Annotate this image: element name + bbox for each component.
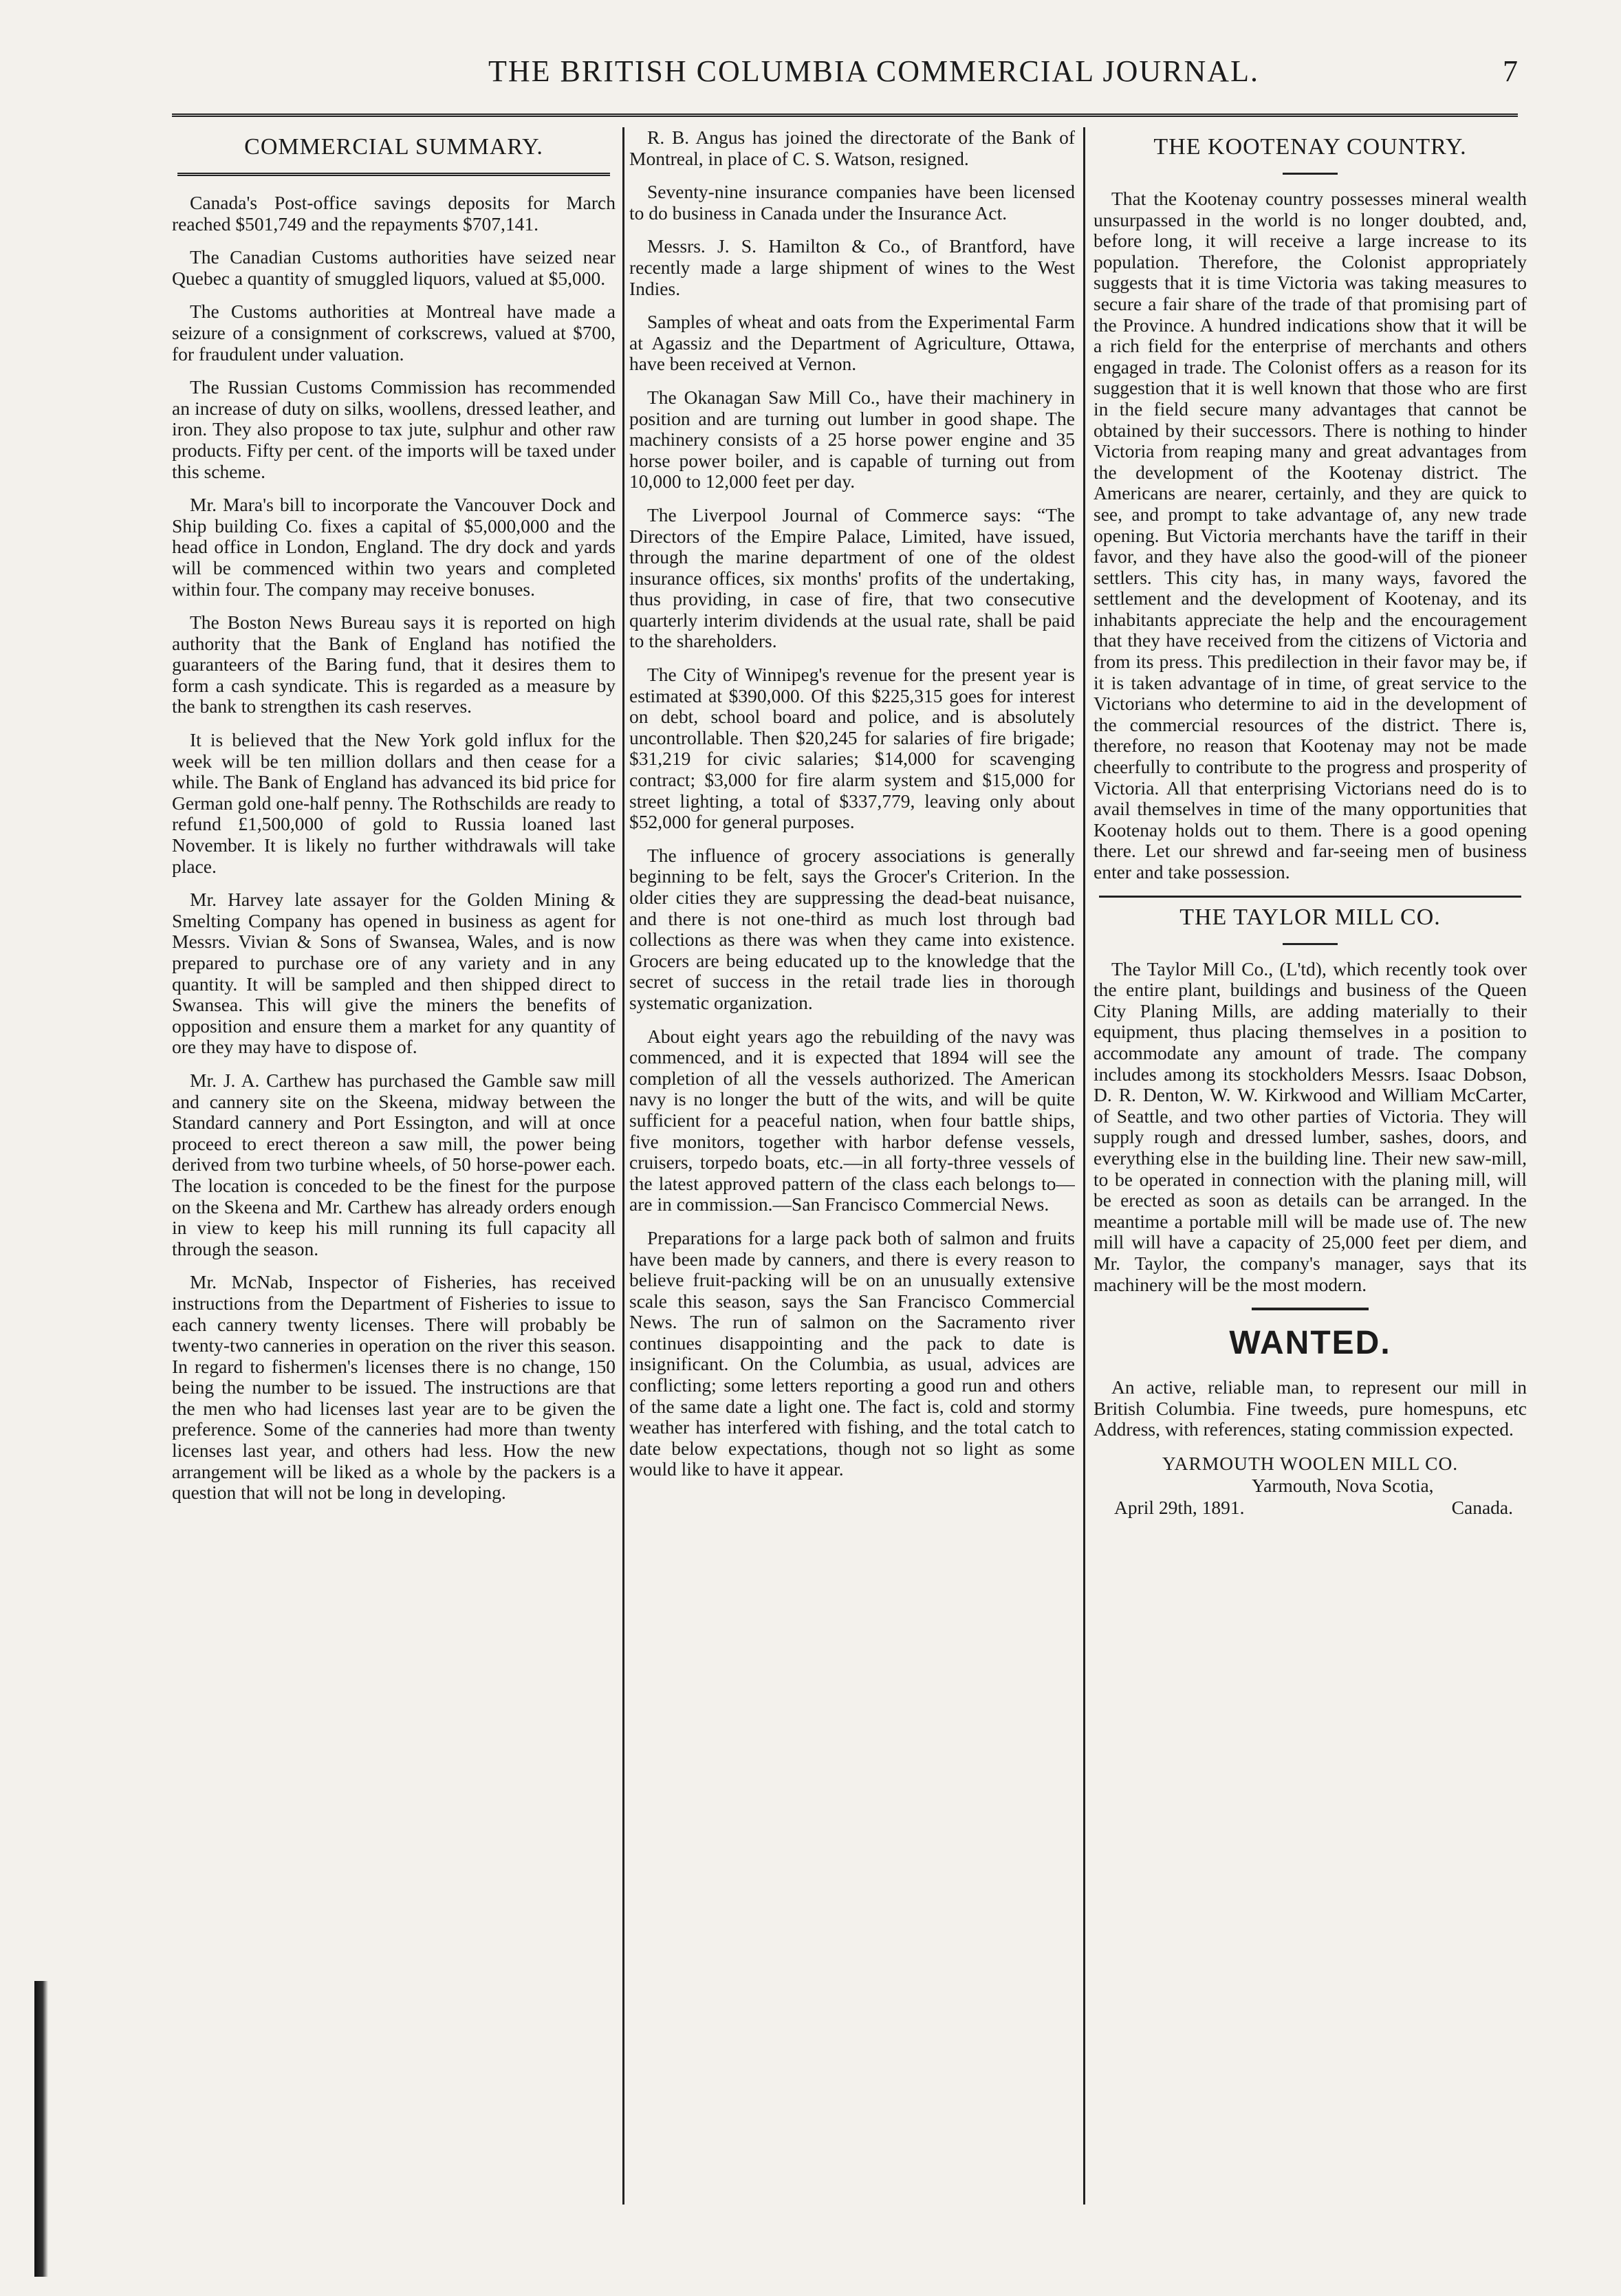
article-paragraph: Mr. Mara's bill to incorporate the Vancouver Dock and Ship building Co. fixes a capital of $5,000,000 and the head office in London, England. The dry dock and yards will be commenced within two years and completed within four. The company may receive bonuses. [172,494,616,600]
dateline [1094,1497,1527,1519]
article-paragraph: The Okanagan Saw Mill Co., have their machinery in position and are turning out lumber in good shape. The machinery consists of a 25 horse power engine and 35 horse power boiler, and is capable of turning out from 10,000 to 12,000 feet per day. [629,386,1075,492]
heading-rule [1283,173,1338,175]
masthead-rule [172,113,1518,117]
article-paragraph: Seventy-nine insurance companies have been licensed to do business in Canada under the Insurance Act. [629,181,1075,224]
column-divider [622,127,624,2205]
article-paragraph: Canada's Post-office savings deposits for March reached $501,749 and the repayments $707,141. [172,192,616,235]
firm-address: Yarmouth, Nova Scotia, [1252,1474,1434,1496]
heading-rule [1283,943,1338,945]
heading-rule [1252,1308,1369,1310]
article-paragraph: R. B. Angus has joined the directorate of the Bank of Montreal, in place of C. S. Watson, resigned. [629,127,1075,169]
article-paragraph: Samples of wheat and oats from the Experimental Farm at Agassiz and the Department of Agriculture, Ottawa, have been received at Vernon. [629,311,1075,375]
article-paragraph: Mr. J. A. Carthew has purchased the Gamble saw mill and cannery site on the Skeena, midway between the Standard cannery and Port Essington, and will at once proceed to erect thereon a saw mill, the power being derived from two turbine wheels, of 50 horse-power each. The location is conceded to be the finest for the purpose on the Skeena and Mr. Carthew has already orders enough in view to keep his mill running its full capacity all through the season. [172,1069,616,1259]
firm-name: YARMOUTH WOOLEN MILL CO. [1162,1452,1459,1474]
column-divider [1083,127,1085,2205]
kootenay-heading: THE KOOTENAY COUNTRY. [1153,134,1467,160]
binding-shadow [34,1981,48,2277]
article-paragraph: Preparations for a large pack both of salmon and fruits have been made by canners, and there is every reason to believe fruit-packing will be on an unusually extensive scale this season, says the San Francisco Commercial News. The run of salmon on the Sacramento river continues disappointing and the pack to date is insignificant. On the Columbia, as usual, advices are conflicting; some letters reporting a good run and others of the same date a light one. The fact is, cold and stormy weather has interfered with fishing, and the total catch to date below expectations, though not so light as some would like to have it appear. [629,1226,1075,1480]
article-paragraph: The influence of grocery associations is generally beginning to be felt, says the Grocer's Criterion. In the older cities they are suppressing the dead-beat nuisance, and there is not one-third as much lost through bad collections as there was when they came into existence. Grocers are being educated up to the knowledge that the secret of success in the retail trade lies in thorough systematic organization. [629,844,1075,1013]
column-2 [629,127,1075,2191]
article-paragraph: It is believed that the New York gold influx for the week will be ten million dollars and then cease for a while. The Bank of England has advanced its bid price for German gold one-half penny. The Rothschilds are ready to refund £1,500,000 of gold to Russia loaned last November. It is likely no further withdrawals will take place. [172,729,616,877]
article-paragraph: Mr. Harvey late assayer for the Golden Mining & Smelting Company has opened in business as agent for Messrs. Vivian & Sons of Swansea, Wales, and is now prepared to purchase ore of any variety and in any quantity. It will be sampled and then shipped direct to Swansea. This will give the miners the benefits of opposition and ensure them a market for any quantity of ore they may have to dispose of. [172,889,616,1058]
column-1 [172,127,616,2191]
article-paragraph: Messrs. J. S. Hamilton & Co., of Brantford, have recently made a large shipment of wines to the West Indies. [629,235,1075,299]
article-paragraph: That the Kootenay country possesses mineral wealth unsurpassed in the world is no longer doubted, and, before long, it will receive a large increase to its population. Therefore, the Colonist appropriately suggests that it is time Victoria was taking measures to secure a fair share of the trade of that promising part of the Province. A hundred indications show that it will be a rich field for the enterprise of merchants and others engaged in trade. The Colonist offers as a reason for its suggestion that it is well known that those who are first in the field secure many advantages that cannot be obtained by their successors. There is nothing to hinder Victoria from reaping many and great advantages from the development of the Kootenay district. The Americans are nearer, certainly, and they are quick to see, and prompt to take advantage of, any new trade opening. But Victoria merchants have the tariff in their favor, and they have also the good-will of the pioneer settlers. This city has, in many ways, favored the settlement and the development of Kootenay, and its inhabitants appreciate the help and the encouragement that they have received from the citizens of Victoria and from its press. This predilection in their favor may be, if it is taken advantage of in time, of great service to the Victorians who determine to aid in the development of the commercial resources of the district. There is, therefore, no reason that Kootenay may not be made cheerfully to contribute to the progress and prosperity of Victoria. All that enterprising Victorians need do is to avail themselves in time of the many opportunities that Kootenay holds out to them. There is a good opening there. Let our shrewd and far-seeing men of business enter and take possession. [1094,188,1527,882]
article-paragraph: Mr. McNab, Inspector of Fisheries, has received instructions from the Department of Fisheries to issue to each cannery twenty licenses. There will probably be twenty-two canneries in operation on the river this season. In regard to fishermen's licenses there is no change, 150 being the number to be issued. The instructions are that the men who had licenses last year are to be given the preference. Some of the canneries had more than twenty licenses last year, and others had less. How the new arrangement will be liked as a whole by the packers is a question that will not be long in developing. [172,1271,616,1504]
section-rule [1099,896,1521,898]
column-3 [1094,127,1527,2191]
article-paragraph: The Customs authorities at Montreal have made a seizure of a consignment of corkscrews, valued at $700, for fraudulent under valuation. [172,301,616,365]
article-paragraph: The Boston News Bureau says it is reported on high authority that the Bank of England has notified the guaranteers of the Baring fund, that it desires them to form a cash syndicate. This is regarded as a measure by the bank to strengthen its cash reserves. [172,611,616,717]
masthead [172,54,1518,109]
wanted-advert: An active, reliable man, to represent our mill in British Columbia. Fine tweeds, pure homespuns, etc Address, with references, stating commission expected. [1094,1376,1527,1440]
advert-date: April 29th, 1891. [1114,1496,1245,1518]
journal-title: THE BRITISH COLUMBIA COMMERCIAL JOURNAL. [488,54,1259,88]
taylor-mill-heading: THE TAYLOR MILL CO. [1179,904,1441,930]
heading-rule [177,173,610,176]
advert-country: Canada. [1451,1496,1513,1518]
page-number: 7 [1503,54,1518,88]
advert-signature [1094,1453,1527,1519]
article-paragraph: The City of Winnipeg's revenue for the present year is estimated at $390,000. Of this $225,315 goes for interest on debt, school board and police, and is absolutely uncontrollable. Then $20,245 for salaries of fire brigade; $31,219 for civic salaries; $14,000 for scavenging contract; $3,000 for fire alarm system and $15,000 for street lighting, a total of $337,779, leaving only about $52,000 for general purposes. [629,664,1075,833]
article-paragraph: The Canadian Customs authorities have seized near Quebec a quantity of smuggled liquors, valued at $5,000. [172,246,616,289]
article-paragraph: The Taylor Mill Co., (L'td), which recently took over the entire plant, buildings and business of the Queen City Planing Mills, are adding materially to their equipment, thus placing themselves in a position to accommodate any amount of trade. The company includes among its stockholders Messrs. Isaac Dobson, D. R. Denton, W. W. Kirkwood and William McCarter, of Seattle, and two other parties of Victoria. They will supply rough and dressed lumber, sashes, doors, and everything else in the building line. Their new saw-mill, to be operated in connection with the planing mill, will be erected as soon as details can be arranged. In the meantime a portable mill will be made use of. The new mill will have a capacity of 25,000 feet per diem, and Mr. Taylor, the company's manager, says that its machinery will be the most modern. [1094,957,1527,1295]
article-paragraph: About eight years ago the rebuilding of the navy was commenced, and it is expected that 1894 will see the completion of all the vessels authorized. The American navy is no longer the butt of the wits, and will be quite sufficient for a peaceful nation, when four battle ships, five monitors, together with harbor defense vessels, cruisers, torpedo boats, etc.—in all forty-three vessels of the latest approved pattern of the class each belongs to—are in commission.—San Francisco Commercial News. [629,1025,1075,1215]
article-paragraph: The Liverpool Journal of Commerce says: “The Directors of the Empire Palace, Limited, have issued, through the marine department of one of the oldest insurance offices, six months' profits of the undertaking, thus providing, in case of fire, that two consecutive quarterly interim dividends at the usual rate, shall be paid to the shareholders. [629,503,1075,652]
commercial-summary-heading: COMMERCIAL SUMMARY. [244,134,543,160]
wanted-heading: WANTED. [1229,1325,1391,1362]
article-paragraph: The Russian Customs Commission has recommended an increase of duty on silks, woollens, dressed leather, and iron. They also propose to tax jute, sulphur and other raw products. Fifty per cent. of the imports will be taxed under this scheme. [172,376,616,482]
